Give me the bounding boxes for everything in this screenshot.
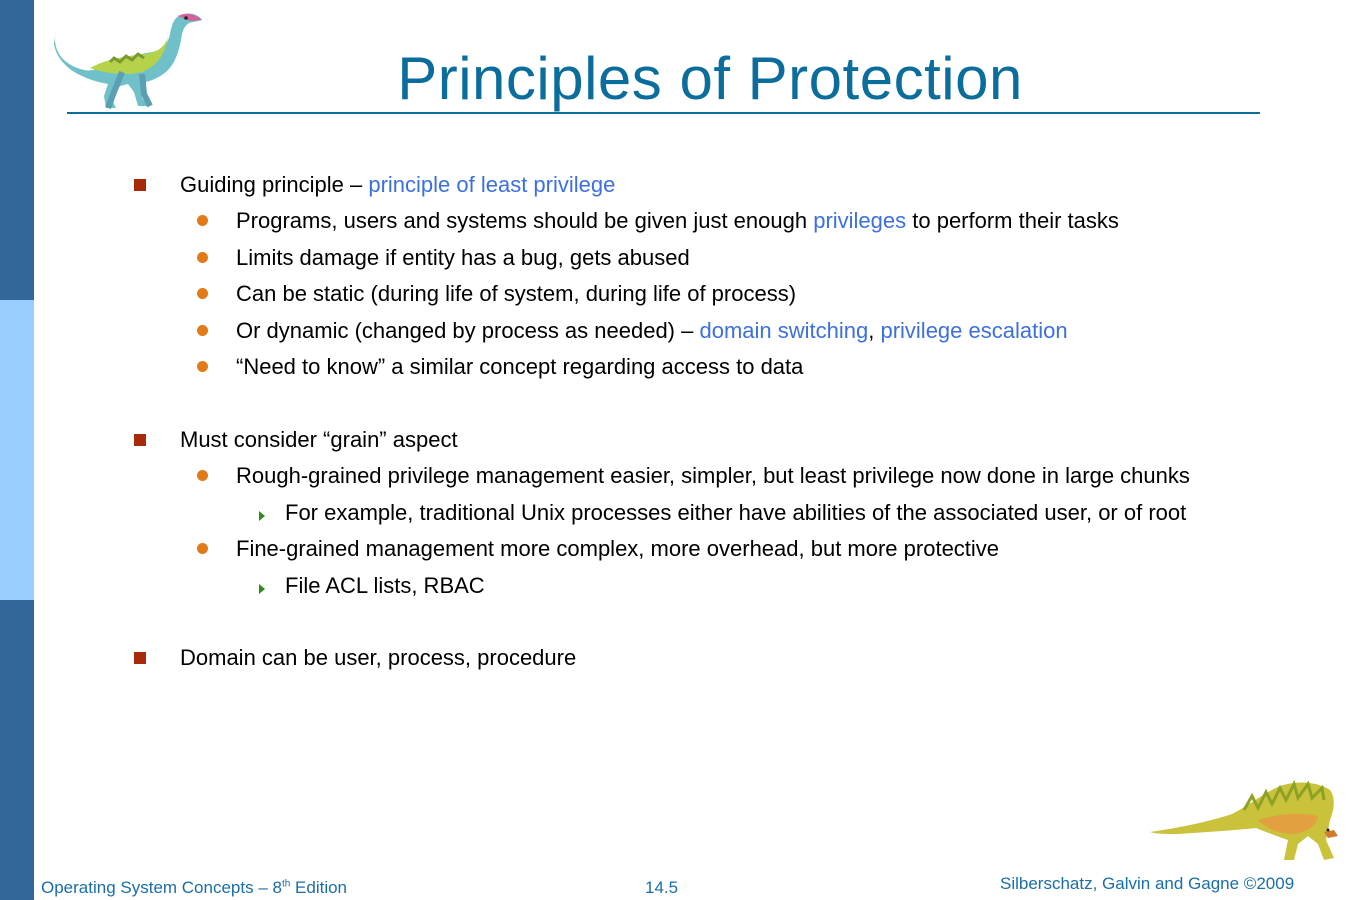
highlight-term: domain switching bbox=[699, 318, 869, 343]
highlight-term: principle of least privilege bbox=[368, 172, 616, 197]
circle-bullet-icon bbox=[197, 470, 208, 481]
sub-sub-bullet-acl-rbac: File ACL lists, RBAC bbox=[285, 573, 485, 598]
circle-bullet-icon bbox=[197, 288, 208, 299]
circle-bullet-icon bbox=[197, 215, 208, 226]
bullet-domain: Domain can be user, process, procedure bbox=[180, 645, 577, 670]
sub-sub-bullet-unix-example: For example, traditional Unix processes either have abilities of the associated user, or of root bbox=[285, 500, 1187, 525]
dinosaur-icon bbox=[1150, 783, 1338, 860]
footer-superscript: th bbox=[281, 878, 291, 890]
sub-bullet-need-to-know: “Need to know” a similar concept regarding access to data bbox=[236, 354, 804, 379]
triangle-bullet-icon bbox=[259, 584, 265, 594]
sub-bullet-static: Can be static (during life of system, during life of process) bbox=[236, 281, 797, 306]
circle-bullet-icon bbox=[197, 252, 208, 263]
bullet-guiding-principle bbox=[180, 172, 615, 198]
highlight-term: privileges bbox=[813, 208, 907, 233]
bullet-grain-aspect: Must consider “grain” aspect bbox=[180, 427, 458, 452]
square-bullet-icon bbox=[134, 434, 146, 446]
footer-page-number: 14.5 bbox=[645, 878, 679, 897]
footer-authors: Silberschatz, Galvin and Gagne ©2009 bbox=[1000, 874, 1295, 893]
dinosaur-logo-bottom bbox=[1148, 770, 1340, 870]
sub-bullet-rough-grained: Rough-grained privilege management easier, simpler, but least privilege now done in large chunks bbox=[236, 463, 1190, 488]
page-title: Principles of Protection bbox=[397, 45, 1023, 112]
bullet-text: Programs, users and systems should be given just enough bbox=[236, 208, 814, 233]
sub-bullet-fine-grained: Fine-grained management more complex, more overhead, but more protective bbox=[236, 536, 1000, 561]
footer-book-title bbox=[41, 878, 347, 898]
circle-bullet-icon bbox=[197, 361, 208, 372]
circle-bullet-icon bbox=[197, 543, 208, 554]
triangle-bullet-icon bbox=[259, 511, 265, 521]
bullet-text: to perform their tasks bbox=[906, 208, 1119, 233]
sub-bullet-dynamic bbox=[236, 318, 1068, 344]
sub-bullet-limits-damage: Limits damage if entity has a bug, gets abused bbox=[236, 245, 690, 270]
square-bullet-icon bbox=[134, 179, 146, 191]
bullet-text: Guiding principle – bbox=[180, 172, 369, 197]
bullet-text: Or dynamic (changed by process as needed) – bbox=[236, 318, 700, 343]
square-bullet-icon bbox=[134, 652, 146, 664]
highlight-term: privilege escalation bbox=[880, 318, 1068, 343]
sub-bullet-privileges bbox=[236, 208, 1119, 234]
footer-text: Operating System Concepts – 8 bbox=[41, 878, 282, 897]
footer-text: Edition bbox=[290, 878, 348, 897]
circle-bullet-icon bbox=[197, 325, 208, 336]
bullet-text: , bbox=[868, 318, 881, 343]
